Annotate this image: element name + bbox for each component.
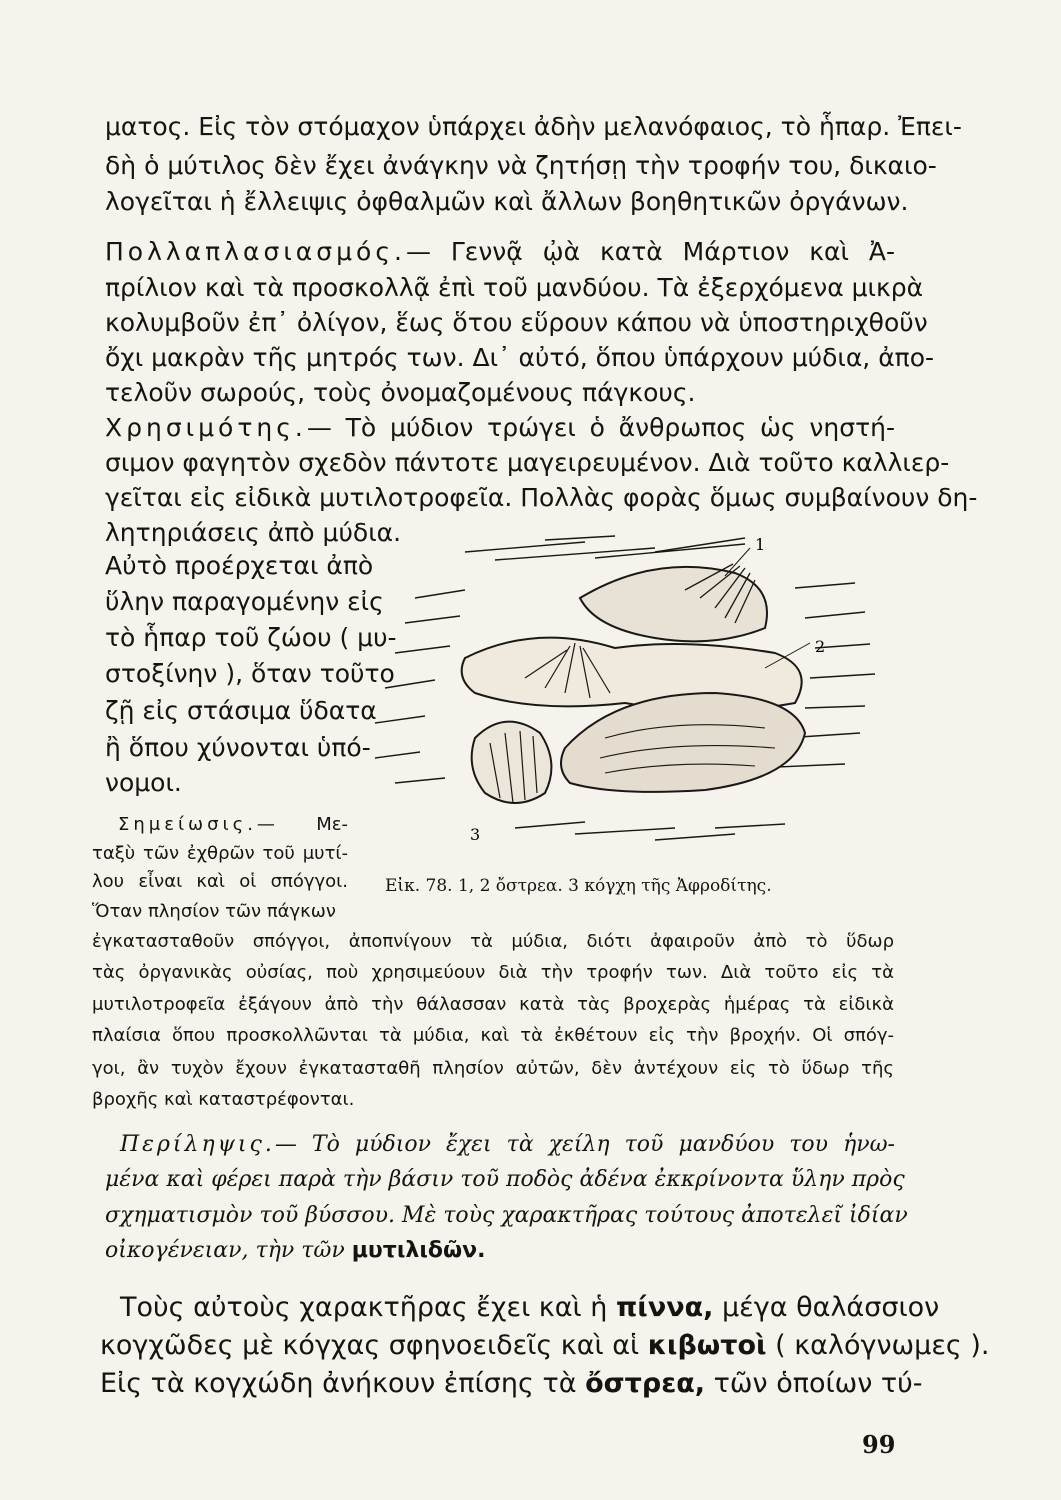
text-line: τελοῦν σωρούς, τοὺς ὀνομαζομένους πάγκους.	[105, 378, 696, 407]
text-line: Αὐτὸ προέρχεται ἀπὸ	[105, 551, 374, 580]
text-line: κολυμβοῦν ἐπ᾿ ὀλίγον, ἕως ὅτου εὕρουν κάπου νὰ ὑποστηριχθοῦν	[105, 308, 928, 337]
text-fragment: — Τὸ μύδιον ἔχει τὰ χείλη τοῦ μανδύου του ἡνω-	[274, 1132, 895, 1157]
text-line: τὰς ὀργανικὰς οὐσίας, ποὺ χρησιμεύουν διὰ τὴν τροφήν των. Διὰ τοῦτο εἰς τὰ	[92, 962, 894, 983]
closing-line	[100, 1326, 990, 1366]
page-number: 99	[862, 1430, 896, 1459]
text-line: ταξὺ τῶν ἐχθρῶν τοῦ μυτί-	[92, 843, 348, 864]
text-line: γοι, ἂν τυχὸν ἔχουν ἐγκατασταθῆ πλησίον αὐτῶν, δὲν ἀντέχουν εἰς τὸ ὕδωρ τῆς	[92, 1058, 894, 1079]
text-line: ἐγκατασταθοῦν σπόγγοι, ἀποπνίγουν τὰ μύδια, διότι ἀφαιροῦν ἀπὸ τὸ ὕδωρ	[92, 931, 894, 952]
figure-label: 3	[470, 825, 481, 844]
family-name: μυτιλιδῶν.	[351, 1238, 486, 1263]
note-heading: Σημείωσις.	[118, 814, 257, 835]
text-fragment: ( καλόγνωμες ).	[775, 1330, 990, 1361]
paragraph-multiplication-first	[105, 236, 895, 268]
note-first	[118, 813, 348, 837]
figure-caption: Εἰκ. 78. 1, 2 ὄστρεα. 3 κόγχη τῆς Ἀφροδίτης.	[385, 876, 772, 896]
text-line: σχηματισμὸν τοῦ βύσσου. Μὲ τοὺς χαρακτῆρας τούτους ἀποτελεῖ ἰδίαν	[105, 1203, 908, 1228]
text-line: μυτιλοτροφεῖα ἐξάγουν ἀπὸ τὴν θάλασσαν κατὰ τὰς βροχερὰς ἡμέρας τὰ εἰδικὰ	[92, 994, 894, 1015]
text-line: ἢ ὅπου χύνονται ὑπό-	[105, 733, 371, 762]
text-line: στοξίνην ), ὅταν τοῦτο	[105, 659, 395, 688]
text-line: ζῇ εἰς στάσιμα ὕδατα	[105, 696, 377, 725]
text-line: λου εἶναι καὶ οἱ σπόγγοι.	[92, 871, 348, 892]
term-pinna: πίννα,	[615, 1292, 714, 1323]
text-line: πλαίσια ὅπου προσκολλῶνται τὰ μύδια, καὶ τὰ ἐκθέτουν εἰς τὴν βροχήν. Οἱ σπόγ-	[92, 1025, 894, 1046]
summary-first	[120, 1128, 895, 1162]
text-line: λητηριάσεις ἀπὸ μύδια.	[105, 518, 402, 547]
text-line: λογεῖται ἡ ἔλλειψις ὀφθαλμῶν καὶ ἄλλων βοηθητικῶν ὀργάνων.	[105, 187, 909, 216]
text-fragment: — Τὸ μύδιον τρώγει ὁ ἄνθρωπος ὡς νηστή-	[306, 413, 895, 442]
text-line: πρίλιον καὶ τὰ προσκολλᾷ ἐπὶ τοῦ μανδύου. Τὰ ἐξερχόμενα μικρὰ	[105, 273, 924, 302]
text-line: μένα καὶ φέρει παρὰ τὴν βάσιν τοῦ ποδὸς ἀδένα ἐκκρίνοντα ὕλην πρὸς	[105, 1167, 905, 1192]
figure-label: 2	[815, 637, 826, 656]
term-ostrea: ὄστρεα,	[585, 1368, 706, 1399]
text-line: ματος. Εἰς τὸν στόμαχον ὑπάρχει ἀδὴν μελανόφαιος, τὸ ἧπαρ. Ἐπει-	[105, 112, 962, 141]
text-line: σιμον φαγητὸν σχεδὸν πάντοτε μαγειρευμένον. Διὰ τοῦτο καλλιερ-	[105, 448, 950, 477]
section-heading: Χρησιμότης.	[105, 413, 307, 442]
closing-line	[120, 1288, 940, 1328]
shells-illustration	[355, 528, 890, 848]
text-line: ὄχι μακρὰν τῆς μητρός των. Δι᾿ αὐτό, ὅπου ὑπάρχουν μύδια, ἀπο-	[105, 343, 935, 372]
text-fragment: οἰκογένειαν, τὴν τῶν	[105, 1238, 345, 1263]
text-line: γεῖται εἰς εἰδικὰ μυτιλοτροφεῖα. Πολλὰς φορὰς ὅμως συμβαίνουν δη-	[105, 483, 978, 512]
text-fragment: Τοὺς αὐτοὺς χαρακτῆρας ἔχει καὶ ἡ	[120, 1292, 608, 1323]
figure-label: 1	[755, 535, 766, 554]
text-line: δὴ ὁ μύτιλος δὲν ἔχει ἀνάγκην νὰ ζητήσῃ τὴν τροφήν του, δικαιο-	[105, 151, 937, 180]
text-line: νομοι.	[105, 768, 182, 797]
text-line: τὸ ἧπαρ τοῦ ζώου ( μυ-	[105, 623, 397, 652]
text-line: Ὅταν πλησίον τῶν πάγκων	[92, 901, 336, 922]
section-heading: Πολλαπλασιασμός.	[105, 237, 406, 266]
text-line: ὕλην παραγομένην εἰς	[105, 587, 384, 616]
text-fragment: τῶν ὁποίων τύ-	[713, 1368, 923, 1399]
text-fragment: κογχῶδες μὲ κόγχας σφηνοειδεῖς καὶ αἱ	[100, 1330, 640, 1361]
summary-heading: Περίληψις.	[120, 1132, 275, 1157]
text-fragment: Εἰς τὰ κογχώδη ἀνήκουν ἐπίσης τὰ	[100, 1368, 577, 1399]
text-line: βροχῆς καὶ καταστρέφονται.	[92, 1089, 355, 1110]
text-fragment: μέγα θαλάσσιον	[722, 1292, 940, 1323]
term-kivotoi: κιβωτοὶ	[647, 1330, 767, 1361]
text-fragment: — Γεννᾷ ᾠὰ κατὰ Μάρτιον καὶ Ἀ-	[405, 237, 895, 266]
paragraph-usefulness-first	[105, 412, 895, 444]
closing-line	[100, 1364, 923, 1404]
text-fragment: — Με-	[256, 814, 348, 835]
summary-last	[105, 1234, 895, 1268]
